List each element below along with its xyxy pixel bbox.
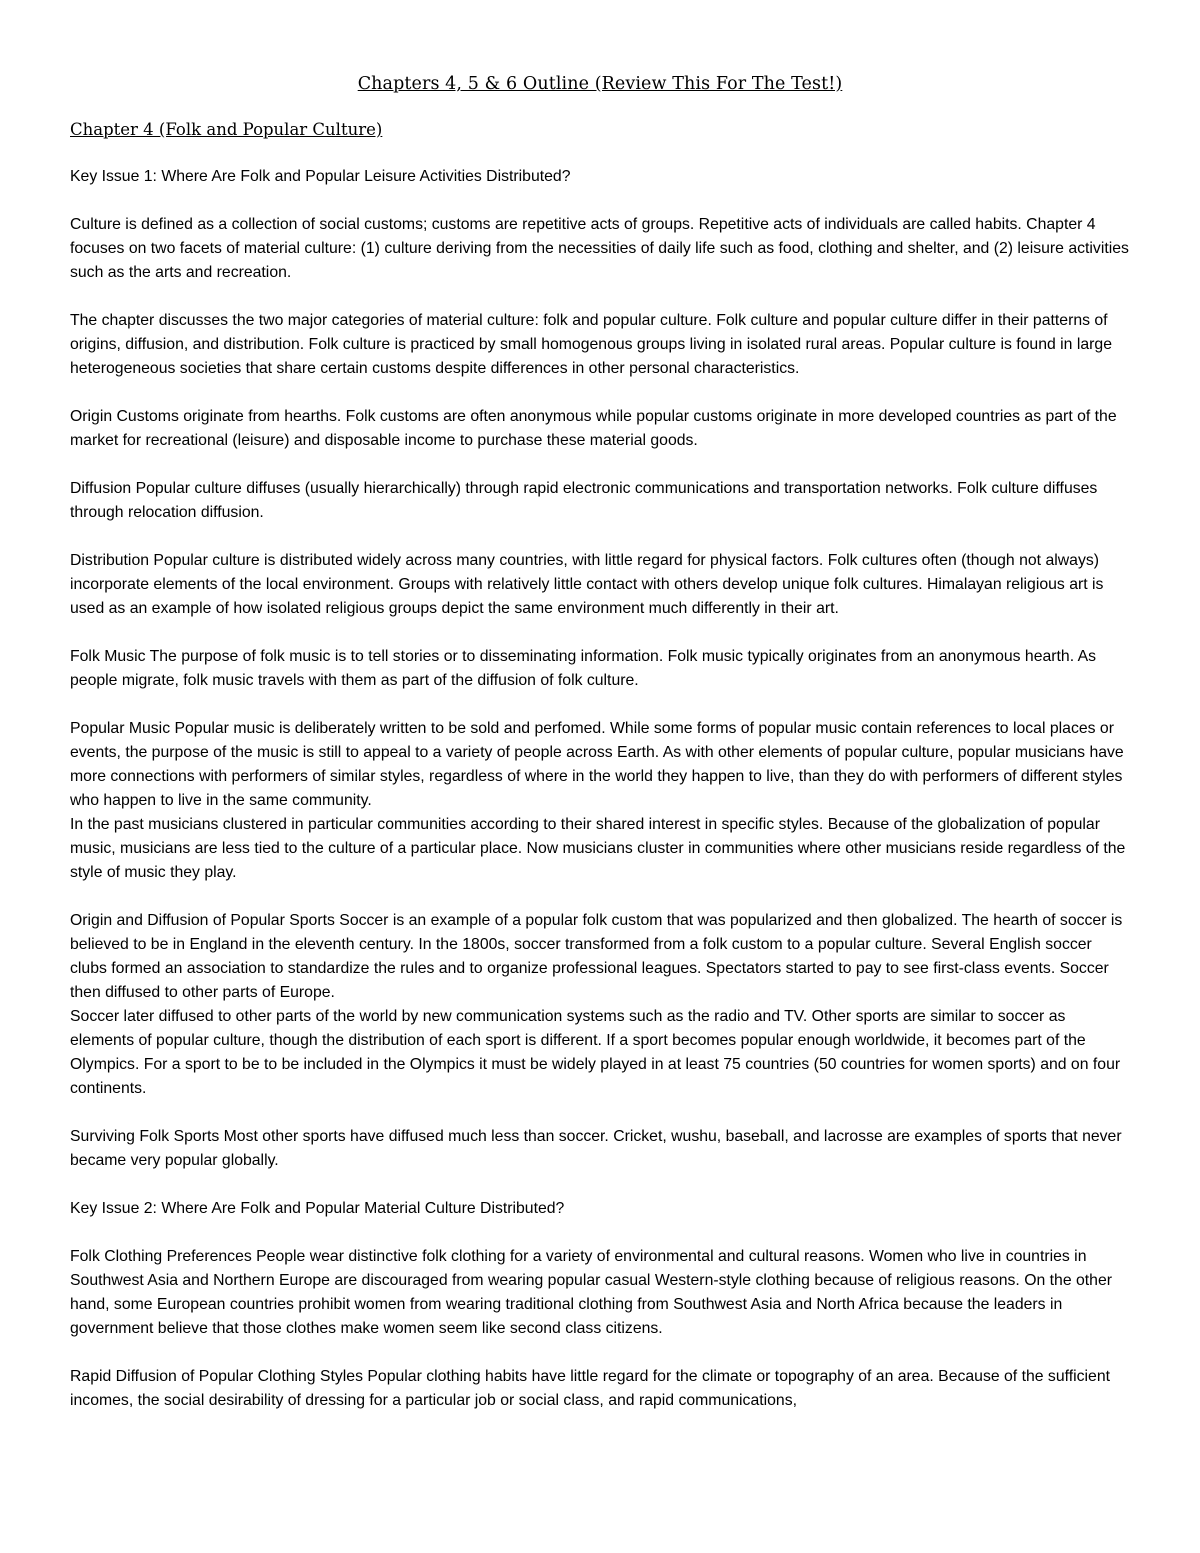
paragraph-origin: Origin Customs originate from hearths. Folk customs are often anonymous while popular customs originate in more developed countries as part of the market for recreational (leisure) and disposable income to purchase these material goods.: [70, 408, 1117, 449]
paragraph-soccer-diffusion: Soccer later diffused to other parts of the world by new communication systems such as the radio and TV. Other sports are similar to soccer as elements of popular culture, though the distribution of each sport is different. If a sport becomes popular enough worldwide, it becomes part of the Olympics. For a sport to be to be included in the Olympics it must be widely played in at least 75 countries (50 countries for women sports) and on four continents.: [70, 1008, 1121, 1097]
key-issue-2-heading: Key Issue 2: Where Are Folk and Popular Material Culture Distributed?: [70, 1200, 565, 1217]
document-page: [70, 74, 1130, 1413]
paragraph-folk-music: Folk Music The purpose of folk music is to tell stories or to disseminating information. Folk music typically originates from an anonymous hearth. As people migrate, folk music travels with them as part of the diffusion of folk culture.: [70, 648, 1097, 689]
paragraph-popular-music: Popular Music Popular music is deliberately written to be sold and perfomed. While some forms of popular music contain references to local places or events, the purpose of the music is still to appeal to a variety of people across Earth. As with other elements of popular culture, popular musicians have more connections with performers of similar styles, regardless of where in the world they happen to live, than they do with performers of different styles who happen to live in the same community.: [70, 720, 1124, 809]
paragraph-musicians-clustering: In the past musicians clustered in particular communities according to their shared interest in specific styles. Because of the globalization of popular music, musicians are less tied to the culture of a particular place. Now musicians cluster in communities where other musicians reside regardless of the style of music they play.: [70, 816, 1126, 881]
paragraph-folk-clothing: Folk Clothing Preferences People wear distinctive folk clothing for a variety of environmental and cultural reasons. Women who live in countries in Southwest Asia and Northern Europe are discouraged from wearing popular casual Western-style clothing because of religious reasons. On the other hand, some European countries prohibit women from wearing traditional clothing from Southwest Asia and North Africa because the leaders in government believe that those clothes make women seem like second class citizens.: [70, 1248, 1113, 1337]
paragraph-culture-definition: Culture is defined as a collection of social customs; customs are repetitive acts of groups. Repetitive acts of individuals are called habits. Chapter 4 focuses on two facets of material culture: (1) culture deriving from the necessities of daily life such as food, clothing and shelter, and (2) leisure activities such as the arts and recreation.: [70, 216, 1129, 281]
paragraph-popular-clothing: Rapid Diffusion of Popular Clothing Styles Popular clothing habits have little regard for the climate or topography of an area. Because of the sufficient incomes, the social desirability of dressing for a particular job or social class, and rapid communications,: [70, 1368, 1110, 1409]
paragraph-popular-sports: Origin and Diffusion of Popular Sports Soccer is an example of a popular folk custom that was popularized and then globalized. The hearth of soccer is believed to be in England in the eleventh century. In the 1800s, soccer transformed from a folk custom to a popular culture. Several English soccer clubs formed an association to standardize the rules and to organize professional leagues. Spectators started to pay to see first-class events. Soccer then diffused to other parts of Europe.: [70, 912, 1123, 1001]
paragraph-surviving-folk-sports: Surviving Folk Sports Most other sports have diffused much less than soccer. Cricket, wushu, baseball, and lacrosse are examples of sports that never became very popular globally.: [70, 1128, 1122, 1169]
key-issue-1-heading: Key Issue 1: Where Are Folk and Popular Leisure Activities Distributed?: [70, 168, 571, 185]
document-title: Chapters 4, 5 & 6 Outline (Review This For The Test!): [357, 74, 843, 94]
paragraph-distribution: Distribution Popular culture is distributed widely across many countries, with little regard for physical factors. Folk cultures often (though not always) incorporate elements of the local environment. Groups with relatively little contact with others develop unique folk cultures. Himalayan religious art is used as an example of how isolated religious groups depict the same environment much differently in their art.: [70, 552, 1104, 617]
chapter-heading: Chapter 4 (Folk and Popular Culture): [70, 120, 383, 139]
paragraph-material-culture: The chapter discusses the two major categories of material culture: folk and popular culture. Folk culture and popular culture differ in their patterns of origins, diffusion, and distribution. Folk culture is practiced by small homogenous groups living in isolated rural areas. Popular culture is found in large heterogeneous societies that share certain customs despite differences in other personal characteristics.: [70, 312, 1112, 377]
paragraph-diffusion: Diffusion Popular culture diffuses (usually hierarchically) through rapid electronic communications and transportation networks. Folk culture diffuses through relocation diffusion.: [70, 480, 1098, 521]
